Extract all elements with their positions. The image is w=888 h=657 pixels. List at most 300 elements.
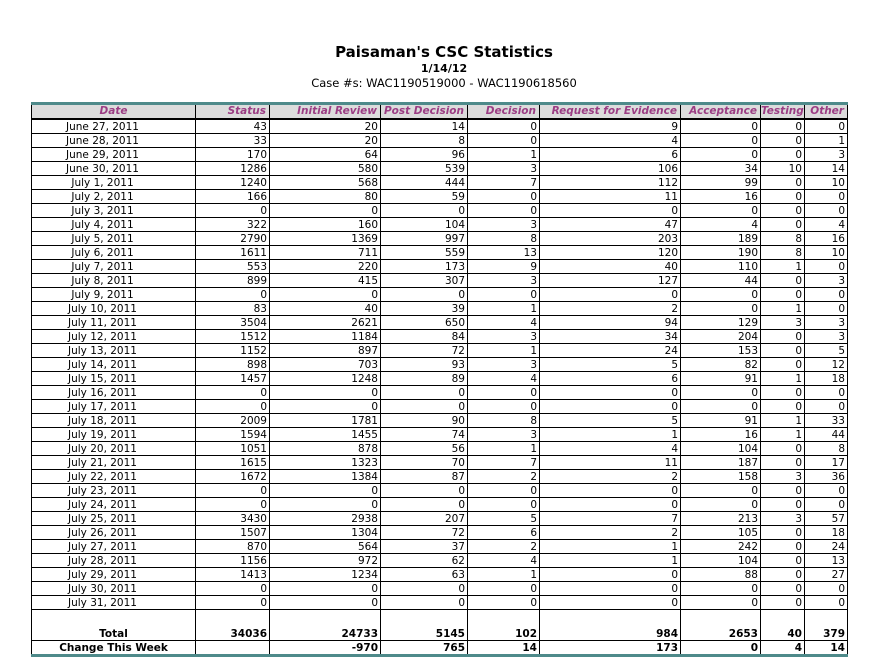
cell-testing: 8: [761, 246, 805, 260]
cell-acceptance: 0: [681, 386, 761, 400]
cell-initial-review: 0: [270, 204, 381, 218]
cell-other: 16: [805, 232, 848, 246]
cell-decision: 1: [468, 568, 540, 582]
table-row: [32, 162, 848, 176]
cell-post-decision: 96: [381, 148, 468, 162]
cell-initial-review: 20: [270, 134, 381, 148]
cell-other: 17: [805, 456, 848, 470]
spacer-row: [32, 610, 848, 628]
cell-initial-review: 564: [270, 540, 381, 554]
cell-acceptance: 91: [681, 372, 761, 386]
cell-date: July 26, 2011: [32, 526, 196, 540]
cell-acceptance: 189: [681, 232, 761, 246]
cell-request-for-evidence: 0: [540, 288, 681, 302]
table-row: [32, 484, 848, 498]
cell-acceptance: 91: [681, 414, 761, 428]
column-header-decision: Decision: [468, 104, 540, 120]
cell-date: July 20, 2011: [32, 442, 196, 456]
cell-status: 0: [196, 484, 270, 498]
cell-decision: 13: [468, 246, 540, 260]
cell-acceptance: 4: [681, 218, 761, 232]
table-row: [32, 204, 848, 218]
cell-other: 33: [805, 414, 848, 428]
cell-decision: 1: [468, 302, 540, 316]
column-header-date: Date: [32, 104, 196, 120]
report-date: 1/14/12: [420, 62, 468, 75]
cell-date: July 9, 2011: [32, 288, 196, 302]
cell-initial-review: 0: [270, 484, 381, 498]
cell-status: 0: [196, 204, 270, 218]
cell-decision: 0: [468, 134, 540, 148]
table-row: [32, 302, 848, 316]
cell-status: 0: [196, 596, 270, 610]
cell-decision: 8: [468, 414, 540, 428]
cell-request-for-evidence: 47: [540, 218, 681, 232]
cell-request-for-evidence: 0: [540, 400, 681, 414]
total-initial-review: 24733: [270, 627, 381, 641]
cell-post-decision: 59: [381, 190, 468, 204]
cell-acceptance: 0: [681, 400, 761, 414]
cell-other: 3: [805, 274, 848, 288]
cell-other: 5: [805, 344, 848, 358]
cell-other: 0: [805, 400, 848, 414]
cell-other: 0: [805, 484, 848, 498]
cell-initial-review: 1184: [270, 330, 381, 344]
cell-date: July 11, 2011: [32, 316, 196, 330]
cell-initial-review: 40: [270, 302, 381, 316]
cell-status: 0: [196, 400, 270, 414]
table-row: [32, 596, 848, 610]
cell-decision: 3: [468, 330, 540, 344]
cell-date: July 28, 2011: [32, 554, 196, 568]
cell-request-for-evidence: 2: [540, 302, 681, 316]
column-header-other: Other: [805, 104, 848, 120]
cell-decision: 3: [468, 358, 540, 372]
cell-initial-review: 2938: [270, 512, 381, 526]
cell-acceptance: 204: [681, 330, 761, 344]
cell-request-for-evidence: 94: [540, 316, 681, 330]
cell-post-decision: 14: [381, 119, 468, 134]
cell-acceptance: 129: [681, 316, 761, 330]
cell-decision: 8: [468, 232, 540, 246]
cell-decision: 0: [468, 484, 540, 498]
cell-decision: 6: [468, 526, 540, 540]
cell-post-decision: 0: [381, 498, 468, 512]
cell-status: 899: [196, 274, 270, 288]
cell-other: 0: [805, 582, 848, 596]
cell-status: 1507: [196, 526, 270, 540]
cell-acceptance: 16: [681, 190, 761, 204]
cell-testing: 0: [761, 176, 805, 190]
cell-initial-review: 1304: [270, 526, 381, 540]
cell-testing: 1: [761, 428, 805, 442]
cell-other: 13: [805, 554, 848, 568]
cell-testing: 0: [761, 119, 805, 134]
table-row: [32, 582, 848, 596]
cell-post-decision: 72: [381, 526, 468, 540]
cell-initial-review: 897: [270, 344, 381, 358]
table-row: [32, 386, 848, 400]
table-row: [32, 470, 848, 484]
cell-post-decision: 0: [381, 596, 468, 610]
cell-decision: 4: [468, 316, 540, 330]
cell-request-for-evidence: 5: [540, 414, 681, 428]
cell-other: 18: [805, 526, 848, 540]
cell-request-for-evidence: 0: [540, 568, 681, 582]
table-row: [32, 218, 848, 232]
cell-acceptance: 242: [681, 540, 761, 554]
cell-request-for-evidence: 106: [540, 162, 681, 176]
cell-initial-review: 1369: [270, 232, 381, 246]
cell-other: 0: [805, 302, 848, 316]
cell-decision: 9: [468, 260, 540, 274]
cell-initial-review: 1781: [270, 414, 381, 428]
cell-date: July 7, 2011: [32, 260, 196, 274]
table-row: [32, 288, 848, 302]
cell-decision: 3: [468, 218, 540, 232]
cell-date: June 28, 2011: [32, 134, 196, 148]
cell-request-for-evidence: 6: [540, 148, 681, 162]
table-row: [32, 232, 848, 246]
table-row: [32, 512, 848, 526]
cell-date: June 27, 2011: [32, 119, 196, 134]
cell-decision: 7: [468, 176, 540, 190]
change-decision: 14: [468, 641, 540, 656]
change-label: Change This Week: [32, 641, 196, 656]
cell-post-decision: 89: [381, 372, 468, 386]
cell-initial-review: 80: [270, 190, 381, 204]
cell-other: 3: [805, 330, 848, 344]
cell-date: July 13, 2011: [32, 344, 196, 358]
header-row: [32, 104, 848, 120]
cell-post-decision: 72: [381, 344, 468, 358]
cell-other: 0: [805, 498, 848, 512]
cell-post-decision: 37: [381, 540, 468, 554]
cell-post-decision: 90: [381, 414, 468, 428]
cell-decision: 2: [468, 470, 540, 484]
cell-post-decision: 173: [381, 260, 468, 274]
cell-status: 1611: [196, 246, 270, 260]
cell-initial-review: 0: [270, 288, 381, 302]
cell-post-decision: 539: [381, 162, 468, 176]
table-row: [32, 148, 848, 162]
table-row: [32, 526, 848, 540]
cell-acceptance: 0: [681, 484, 761, 498]
cell-date: July 5, 2011: [32, 232, 196, 246]
cell-status: 3430: [196, 512, 270, 526]
cell-acceptance: 110: [681, 260, 761, 274]
cell-status: 1457: [196, 372, 270, 386]
total-other: 379: [805, 627, 848, 641]
cell-testing: 0: [761, 526, 805, 540]
cell-acceptance: 0: [681, 288, 761, 302]
change-post-decision: 765: [381, 641, 468, 656]
cell-date: July 16, 2011: [32, 386, 196, 400]
cell-post-decision: 997: [381, 232, 468, 246]
cell-request-for-evidence: 4: [540, 134, 681, 148]
cell-decision: 7: [468, 456, 540, 470]
cell-status: 898: [196, 358, 270, 372]
cell-status: 553: [196, 260, 270, 274]
cell-initial-review: 0: [270, 386, 381, 400]
cell-testing: 0: [761, 288, 805, 302]
cell-post-decision: 0: [381, 400, 468, 414]
cell-testing: 3: [761, 512, 805, 526]
cell-request-for-evidence: 40: [540, 260, 681, 274]
table-row: [32, 442, 848, 456]
cell-testing: 0: [761, 442, 805, 456]
cell-post-decision: 74: [381, 428, 468, 442]
cell-date: July 17, 2011: [32, 400, 196, 414]
table-body: [32, 119, 848, 610]
cell-post-decision: 0: [381, 204, 468, 218]
cell-decision: 0: [468, 498, 540, 512]
table-row: [32, 260, 848, 274]
table-row: [32, 554, 848, 568]
cell-testing: 0: [761, 358, 805, 372]
cell-testing: 0: [761, 386, 805, 400]
cell-status: 0: [196, 582, 270, 596]
cell-initial-review: 64: [270, 148, 381, 162]
cell-acceptance: 153: [681, 344, 761, 358]
cell-post-decision: 0: [381, 582, 468, 596]
total-status: 34036: [196, 627, 270, 641]
cell-status: 1286: [196, 162, 270, 176]
cell-other: 24: [805, 540, 848, 554]
cell-request-for-evidence: 0: [540, 582, 681, 596]
cell-status: 2009: [196, 414, 270, 428]
cell-initial-review: 20: [270, 119, 381, 134]
cell-date: July 24, 2011: [32, 498, 196, 512]
cell-initial-review: 580: [270, 162, 381, 176]
cell-other: 10: [805, 246, 848, 260]
cell-status: 1240: [196, 176, 270, 190]
cell-date: July 31, 2011: [32, 596, 196, 610]
cell-status: 2790: [196, 232, 270, 246]
cell-other: 18: [805, 372, 848, 386]
cell-other: 0: [805, 190, 848, 204]
cell-acceptance: 158: [681, 470, 761, 484]
cell-testing: 3: [761, 316, 805, 330]
cell-post-decision: 84: [381, 330, 468, 344]
cell-date: July 14, 2011: [32, 358, 196, 372]
cell-testing: 0: [761, 134, 805, 148]
cell-initial-review: 0: [270, 596, 381, 610]
cell-acceptance: 0: [681, 596, 761, 610]
cell-status: 0: [196, 386, 270, 400]
cell-acceptance: 0: [681, 302, 761, 316]
cell-date: July 10, 2011: [32, 302, 196, 316]
cell-status: 870: [196, 540, 270, 554]
change-row: [32, 641, 848, 656]
cell-request-for-evidence: 2: [540, 526, 681, 540]
table-row: [32, 134, 848, 148]
cell-initial-review: 415: [270, 274, 381, 288]
cell-testing: 0: [761, 568, 805, 582]
case-range: Case #s: WAC1190519000 - WAC1190618560: [311, 76, 577, 90]
cell-post-decision: 8: [381, 134, 468, 148]
cell-post-decision: 207: [381, 512, 468, 526]
cell-other: 0: [805, 288, 848, 302]
cell-decision: 2: [468, 540, 540, 554]
cell-acceptance: 82: [681, 358, 761, 372]
cell-initial-review: 0: [270, 498, 381, 512]
change-initial-review: -970: [270, 641, 381, 656]
cell-acceptance: 0: [681, 498, 761, 512]
cell-post-decision: 559: [381, 246, 468, 260]
cell-request-for-evidence: 0: [540, 386, 681, 400]
cell-testing: 0: [761, 218, 805, 232]
cell-acceptance: 0: [681, 134, 761, 148]
table-row: [32, 176, 848, 190]
cell-status: 1156: [196, 554, 270, 568]
cell-post-decision: 104: [381, 218, 468, 232]
cell-acceptance: 88: [681, 568, 761, 582]
cell-request-for-evidence: 1: [540, 428, 681, 442]
cell-acceptance: 213: [681, 512, 761, 526]
cell-decision: 4: [468, 554, 540, 568]
cell-request-for-evidence: 0: [540, 204, 681, 218]
cell-request-for-evidence: 120: [540, 246, 681, 260]
change-acceptance: 0: [681, 641, 761, 656]
column-header-request-for-evidence: Request for Evidence: [540, 104, 681, 120]
cell-other: 36: [805, 470, 848, 484]
cell-acceptance: 99: [681, 176, 761, 190]
cell-testing: 0: [761, 540, 805, 554]
cell-initial-review: 972: [270, 554, 381, 568]
cell-other: 3: [805, 316, 848, 330]
cell-date: July 15, 2011: [32, 372, 196, 386]
table-row: [32, 372, 848, 386]
cell-testing: 1: [761, 372, 805, 386]
column-header-initial-review: Initial Review: [270, 104, 381, 120]
cell-status: 1152: [196, 344, 270, 358]
cell-testing: 3: [761, 470, 805, 484]
cell-post-decision: 650: [381, 316, 468, 330]
cell-acceptance: 0: [681, 148, 761, 162]
change-other: 14: [805, 641, 848, 656]
cell-acceptance: 34: [681, 162, 761, 176]
cell-initial-review: 1248: [270, 372, 381, 386]
cell-status: 83: [196, 302, 270, 316]
cell-other: 14: [805, 162, 848, 176]
change-testing: 4: [761, 641, 805, 656]
cell-request-for-evidence: 2: [540, 470, 681, 484]
cell-testing: 0: [761, 484, 805, 498]
cell-status: 322: [196, 218, 270, 232]
cell-post-decision: 444: [381, 176, 468, 190]
cell-acceptance: 44: [681, 274, 761, 288]
column-header-testing: Testing: [761, 105, 804, 117]
total-post-decision: 5145: [381, 627, 468, 641]
cell-post-decision: 63: [381, 568, 468, 582]
cell-testing: 0: [761, 400, 805, 414]
cell-initial-review: 0: [270, 400, 381, 414]
cell-testing: 0: [761, 204, 805, 218]
cell-status: 1615: [196, 456, 270, 470]
cell-initial-review: 1323: [270, 456, 381, 470]
total-request-for-evidence: 984: [540, 627, 681, 641]
cell-status: 1672: [196, 470, 270, 484]
table-row: [32, 274, 848, 288]
cell-date: July 18, 2011: [32, 414, 196, 428]
cell-post-decision: 39: [381, 302, 468, 316]
cell-request-for-evidence: 11: [540, 190, 681, 204]
cell-decision: 0: [468, 288, 540, 302]
cell-post-decision: 70: [381, 456, 468, 470]
cell-testing: 0: [761, 330, 805, 344]
cell-status: 1413: [196, 568, 270, 582]
table-row: [32, 456, 848, 470]
change-request-for-evidence: 173: [540, 641, 681, 656]
cell-other: 57: [805, 512, 848, 526]
cell-post-decision: 62: [381, 554, 468, 568]
cell-status: 0: [196, 498, 270, 512]
cell-date: July 8, 2011: [32, 274, 196, 288]
cell-request-for-evidence: 11: [540, 456, 681, 470]
cell-initial-review: 878: [270, 442, 381, 456]
cell-date: July 4, 2011: [32, 218, 196, 232]
cell-initial-review: 711: [270, 246, 381, 260]
column-header-status: Status: [196, 104, 270, 120]
cell-acceptance: 187: [681, 456, 761, 470]
cell-decision: 0: [468, 190, 540, 204]
cell-status: 166: [196, 190, 270, 204]
cell-decision: 1: [468, 344, 540, 358]
cell-post-decision: 0: [381, 386, 468, 400]
cell-other: 3: [805, 148, 848, 162]
cell-other: 12: [805, 358, 848, 372]
cell-initial-review: 568: [270, 176, 381, 190]
cell-decision: 0: [468, 119, 540, 134]
cell-date: July 6, 2011: [32, 246, 196, 260]
cell-other: 8: [805, 442, 848, 456]
cell-post-decision: 56: [381, 442, 468, 456]
cell-status: 33: [196, 134, 270, 148]
table-row: [32, 568, 848, 582]
cell-request-for-evidence: 0: [540, 484, 681, 498]
cell-testing: 10: [761, 162, 805, 176]
cell-date: July 1, 2011: [32, 176, 196, 190]
cell-request-for-evidence: 127: [540, 274, 681, 288]
cell-acceptance: 0: [681, 204, 761, 218]
cell-decision: 3: [468, 428, 540, 442]
cell-other: 4: [805, 218, 848, 232]
cell-initial-review: 2621: [270, 316, 381, 330]
cell-other: 44: [805, 428, 848, 442]
cell-request-for-evidence: 203: [540, 232, 681, 246]
table-row: [32, 414, 848, 428]
change-status: [196, 641, 270, 656]
cell-decision: 5: [468, 512, 540, 526]
cell-other: 1: [805, 134, 848, 148]
cell-initial-review: 0: [270, 582, 381, 596]
cell-decision: 4: [468, 372, 540, 386]
cell-other: 0: [805, 260, 848, 274]
cell-request-for-evidence: 4: [540, 442, 681, 456]
cell-testing: 1: [761, 260, 805, 274]
cell-request-for-evidence: 112: [540, 176, 681, 190]
cell-initial-review: 220: [270, 260, 381, 274]
cell-status: 1512: [196, 330, 270, 344]
cell-acceptance: 104: [681, 442, 761, 456]
cell-decision: 0: [468, 386, 540, 400]
cell-initial-review: 160: [270, 218, 381, 232]
cell-testing: 0: [761, 456, 805, 470]
table-row: [32, 316, 848, 330]
cell-initial-review: 1384: [270, 470, 381, 484]
cell-date: June 29, 2011: [32, 148, 196, 162]
